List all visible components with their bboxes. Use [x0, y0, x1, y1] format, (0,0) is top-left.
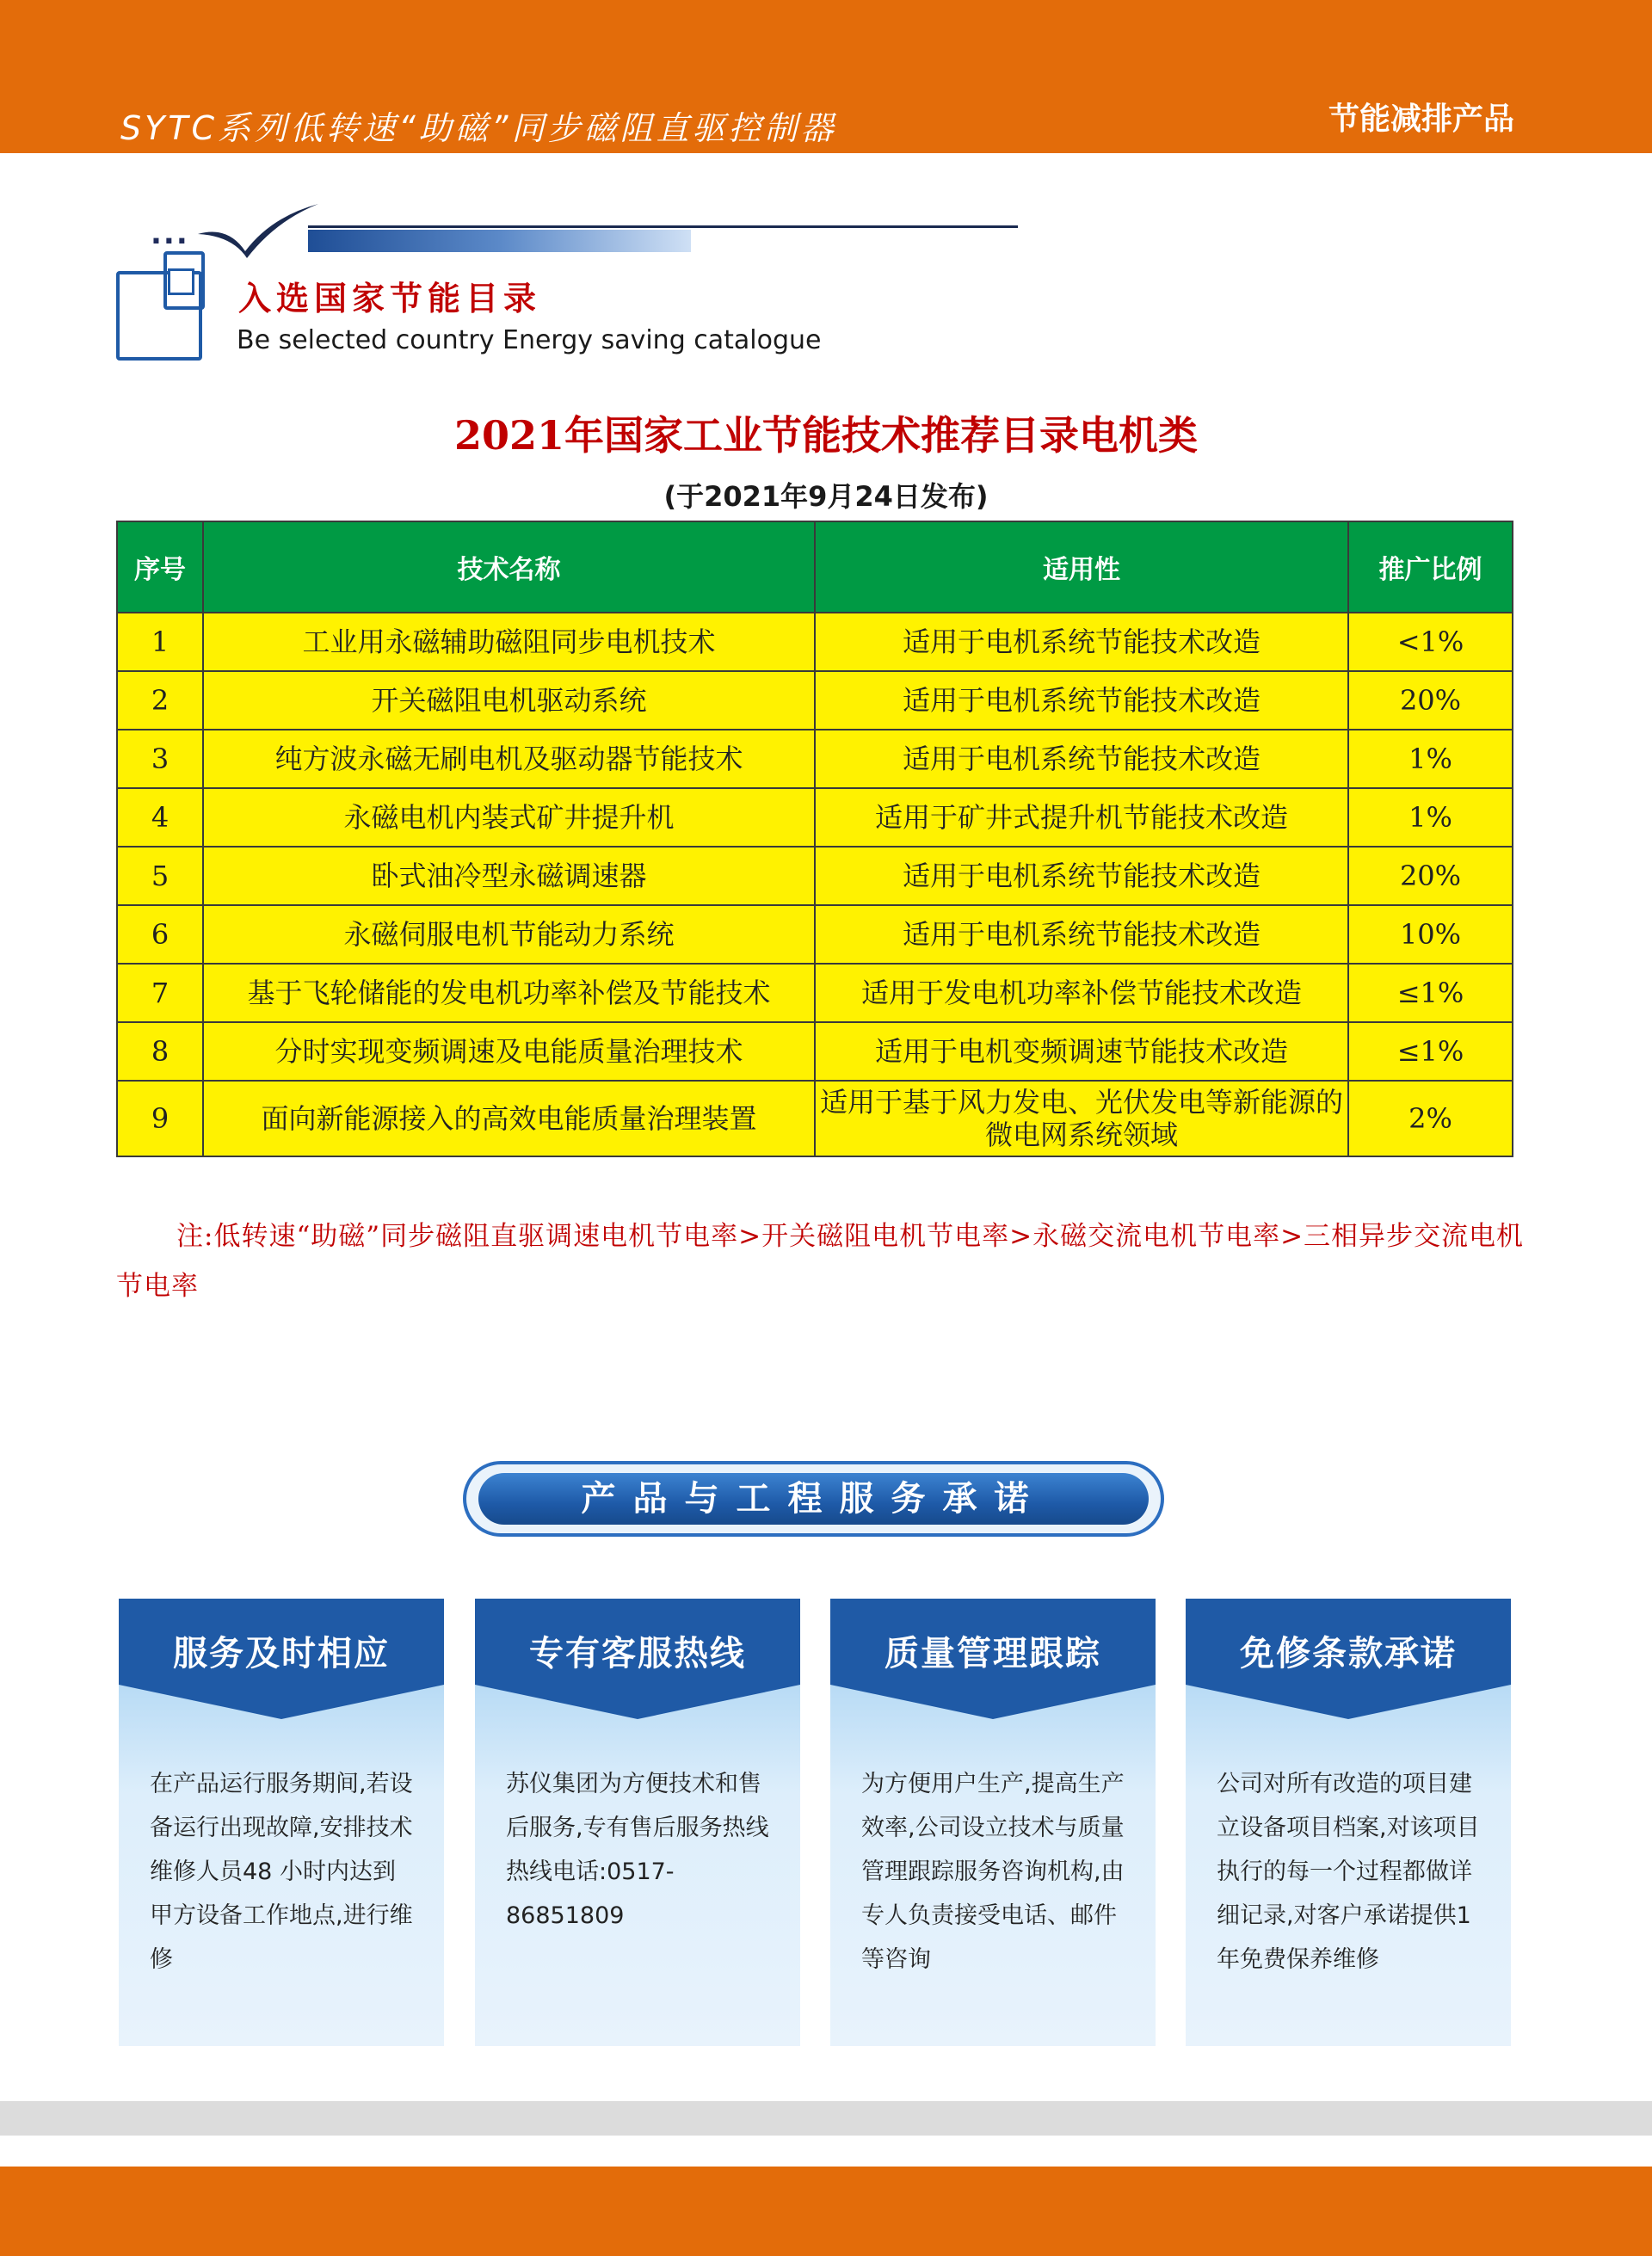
- row-number: 8: [117, 1022, 203, 1081]
- card-text: 苏仪集团为方便技术和售后服务,专有售后服务热线热线电话:0517-86851809: [506, 1771, 769, 1929]
- applicability: 适用于电机系统节能技术改造: [815, 847, 1348, 905]
- promotion-ratio: 20%: [1348, 847, 1513, 905]
- card-header: [830, 1599, 1156, 1728]
- service-banner-label: 产品与工程服务承诺: [478, 1473, 1149, 1525]
- row-number: 5: [117, 847, 203, 905]
- column-header: 序号: [117, 521, 203, 613]
- tech-name: 纯方波永磁无刷电机及驱动器节能技术: [203, 730, 815, 788]
- applicability: 适用于电机系统节能技术改造: [815, 905, 1348, 964]
- row-number: 7: [117, 964, 203, 1022]
- footer-stripe: [0, 2101, 1652, 2136]
- tech-name: 工业用永磁辅助磁阻同步电机技术: [203, 613, 815, 671]
- card-title: 专有客服热线: [529, 1634, 746, 1674]
- card-header: [475, 1599, 800, 1728]
- promotion-ratio: 1%: [1348, 788, 1513, 847]
- tech-name: 面向新能源接入的高效电能质量治理装置: [203, 1081, 815, 1156]
- applicability: 适用于电机变频调速节能技术改造: [815, 1022, 1348, 1081]
- table-row: [117, 788, 1513, 847]
- catalogue-title: 2021年国家工业节能技术推荐目录电机类: [453, 412, 1199, 459]
- applicability: 适用于电机系统节能技术改造: [815, 613, 1348, 671]
- service-card: [119, 1599, 444, 2046]
- row-number: 4: [117, 788, 203, 847]
- table-row: [117, 1081, 1513, 1156]
- promotion-ratio: <1%: [1348, 613, 1513, 671]
- column-header: 适用性: [815, 521, 1348, 613]
- tech-name: 永磁伺服电机节能动力系统: [203, 905, 815, 964]
- category-label: 节能减排产品: [1328, 102, 1514, 137]
- series-title: SYTC系列低转速“助磁”同步磁阻直驱控制器: [120, 109, 837, 147]
- applicability: 适用于发电机功率补偿节能技术改造: [815, 964, 1348, 1022]
- table-row: [117, 964, 1513, 1022]
- applicability: 适用于基于风力发电、光伏发电等新能源的微电网系统领域: [815, 1081, 1348, 1156]
- divider-line: [308, 225, 1018, 228]
- promotion-ratio: 10%: [1348, 905, 1513, 964]
- service-banner: [463, 1461, 1164, 1537]
- catalogue-subtitle: (于2021年9月24日发布): [663, 480, 989, 513]
- tech-name: 开关磁阻电机驱动系统: [203, 671, 815, 730]
- card-text: 在产品运行服务期间,若设备运行出现故障,安排技术维修人员48 小时内达到甲方设备工作地点,进行维修: [150, 1771, 413, 1973]
- checkmark-icon: [194, 200, 323, 260]
- row-number: 3: [117, 730, 203, 788]
- footnote: 注:低转速“助磁”同步磁阻直驱调速电机节电率>开关磁阻电机节电率>永磁交流电机节电率>三相异步交流电机节电率: [116, 1221, 1525, 1302]
- service-card: [475, 1599, 800, 2046]
- tech-name: 分时实现变频调速及电能质量治理技术: [203, 1022, 815, 1081]
- table-row: [117, 730, 1513, 788]
- dots-decoration: ...: [151, 217, 189, 251]
- applicability: 适用于矿井式提升机节能技术改造: [815, 788, 1348, 847]
- row-number: 6: [117, 905, 203, 964]
- tech-name: 永磁电机内装式矿井提升机: [203, 788, 815, 847]
- gradient-bar: [308, 230, 691, 252]
- table-row: [117, 847, 1513, 905]
- section-title-cn: 入选国家节能目录: [238, 279, 542, 317]
- square-logo-small: [168, 268, 194, 295]
- promotion-ratio: 20%: [1348, 671, 1513, 730]
- applicability: 适用于电机系统节能技术改造: [815, 730, 1348, 788]
- technology-table: [116, 521, 1513, 1157]
- card-title: 服务及时相应: [173, 1634, 390, 1674]
- table-row: [117, 613, 1513, 671]
- table-header-row: [117, 521, 1513, 613]
- card-text: 为方便用户生产,提高生产效率,公司设立技术与质量管理跟踪服务咨询机构,由专人负责接受电话、邮件等咨询: [861, 1771, 1125, 1973]
- row-number: 1: [117, 613, 203, 671]
- table-row: [117, 905, 1513, 964]
- card-header: [119, 1599, 444, 1728]
- row-number: 9: [117, 1081, 203, 1156]
- column-header: 推广比例: [1348, 521, 1513, 613]
- footer-banner: [0, 2167, 1652, 2256]
- service-card: [830, 1599, 1156, 2046]
- promotion-ratio: ≤1%: [1348, 964, 1513, 1022]
- table-row: [117, 1022, 1513, 1081]
- applicability: 适用于电机系统节能技术改造: [815, 671, 1348, 730]
- column-header: 技术名称: [203, 521, 815, 613]
- tech-name: 卧式油冷型永磁调速器: [203, 847, 815, 905]
- card-header: [1186, 1599, 1511, 1728]
- card-title: 质量管理跟踪: [885, 1634, 1101, 1674]
- section-title-en: Be selected country Energy saving catalogue: [237, 325, 822, 355]
- row-number: 2: [117, 671, 203, 730]
- service-card: [1186, 1599, 1511, 2046]
- card-title: 免修条款承诺: [1240, 1634, 1457, 1674]
- table-row: [117, 671, 1513, 730]
- promotion-ratio: 1%: [1348, 730, 1513, 788]
- card-text: 公司对所有改造的项目建立设备项目档案,对该项目执行的每一个过程都做详细记录,对客户承诺提供1年免费保养维修: [1217, 1771, 1480, 1973]
- tech-name: 基于飞轮储能的发电机功率补偿及节能技术: [203, 964, 815, 1022]
- promotion-ratio: ≤1%: [1348, 1022, 1513, 1081]
- promotion-ratio: 2%: [1348, 1081, 1513, 1156]
